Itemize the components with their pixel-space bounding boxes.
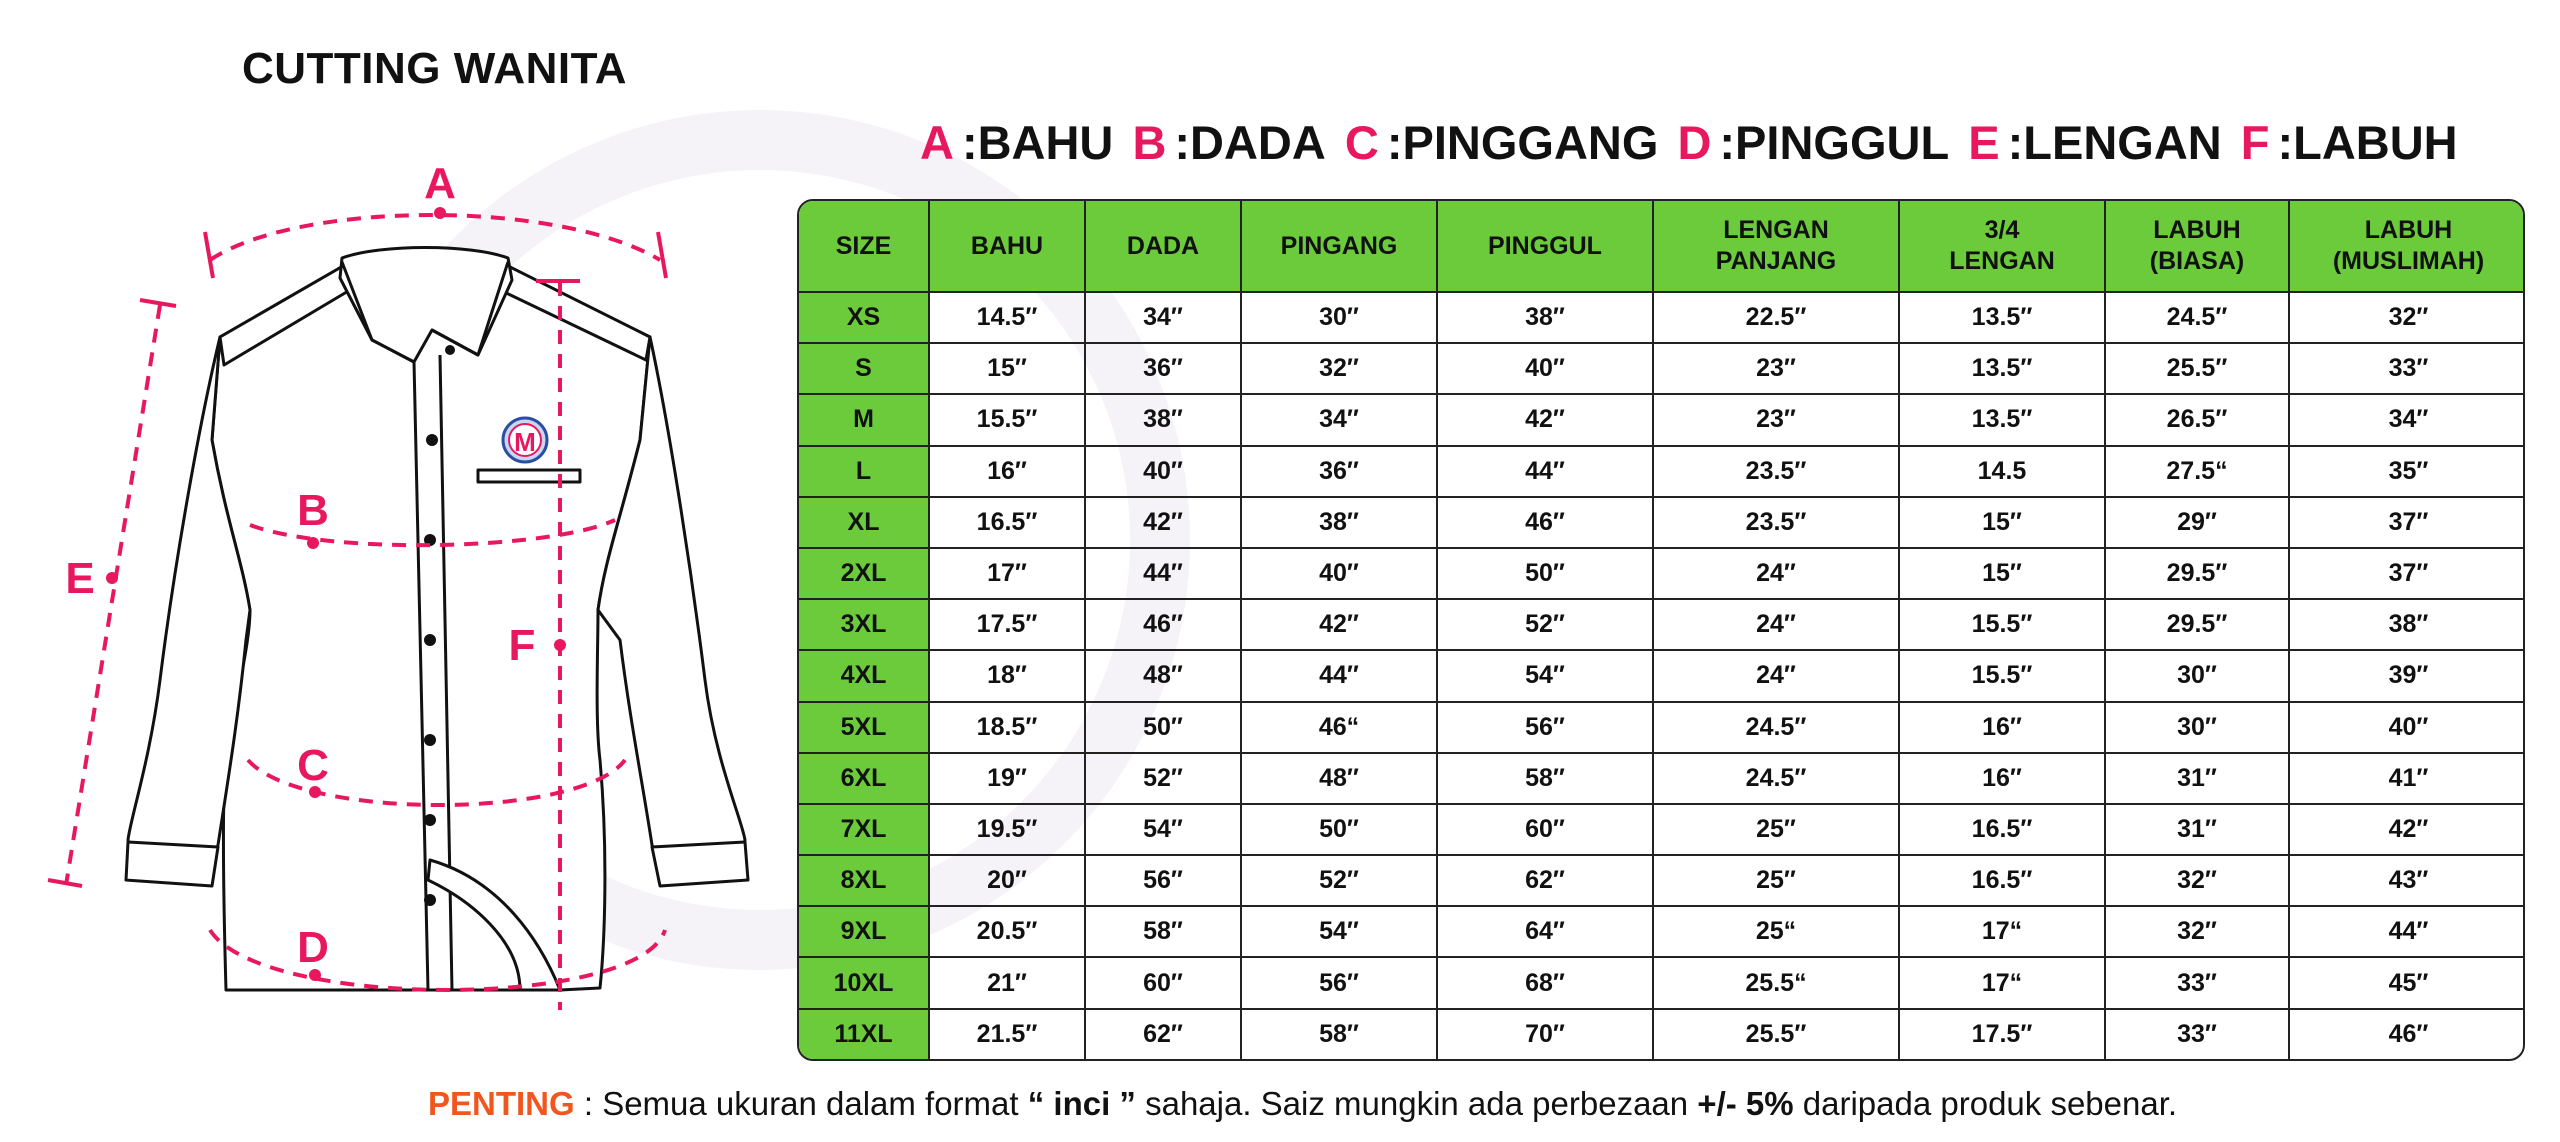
measurement-cell: 43″ (2289, 855, 2525, 906)
column-header: LENGAN PANJANG (1653, 201, 1899, 292)
table-header-row (799, 201, 2525, 292)
measurement-cell: 17.5″ (1899, 1009, 2105, 1059)
legend-label-b: :DADA (1174, 116, 1326, 169)
measurement-cell: 58″ (1085, 906, 1241, 957)
table-row (799, 753, 2525, 804)
size-cell: 6XL (799, 753, 929, 804)
measurement-cell: 48″ (1085, 650, 1241, 701)
measurement-cell: 15″ (929, 343, 1085, 394)
measurement-cell: 54″ (1085, 804, 1241, 855)
measurement-cell: 25″ (1653, 855, 1899, 906)
table-row (799, 957, 2525, 1008)
measurement-cell: 46″ (1437, 497, 1653, 548)
measurement-cell: 60″ (1085, 957, 1241, 1008)
measurement-cell: 42″ (1241, 599, 1437, 650)
measurement-cell: 32″ (1241, 343, 1437, 394)
measurement-cell: 16″ (1899, 702, 2105, 753)
measurement-cell: 68″ (1437, 957, 1653, 1008)
measurement-cell: 25.5″ (1653, 1009, 1899, 1059)
measurement-cell: 24.5″ (1653, 702, 1899, 753)
measurement-cell: 33″ (2289, 343, 2525, 394)
size-cell: M (799, 394, 929, 445)
measurement-cell: 46″ (1085, 599, 1241, 650)
logo-letter: M (514, 427, 536, 457)
measurement-cell: 24.5″ (2105, 292, 2289, 343)
table-row (799, 599, 2525, 650)
measurement-cell: 16.5″ (929, 497, 1085, 548)
measurement-cell: 30″ (2105, 702, 2289, 753)
measurement-cell: 25.5″ (2105, 343, 2289, 394)
measurement-cell: 54″ (1437, 650, 1653, 701)
measurement-cell: 44″ (1241, 650, 1437, 701)
diagram-label-a: A (424, 159, 456, 208)
legend-label-f: :LABUH (2277, 116, 2458, 169)
size-cell: 11XL (799, 1009, 929, 1059)
measurement-cell: 23.5″ (1653, 497, 1899, 548)
measurement-cell: 17“ (1899, 957, 2105, 1008)
measurement-cell: 52″ (1085, 753, 1241, 804)
column-header: PINGANG (1241, 201, 1437, 292)
measurement-cell: 35″ (2289, 446, 2525, 497)
diagram-label-b: B (297, 486, 329, 535)
measurement-cell: 44″ (1085, 548, 1241, 599)
legend-label-d: :PINGGUL (1719, 116, 1950, 169)
measurement-cell: 48″ (1241, 753, 1437, 804)
measurement-legend (920, 115, 2464, 170)
measurement-cell: 18.5″ (929, 702, 1085, 753)
column-header: BAHU (929, 201, 1085, 292)
measurement-cell: 40″ (1241, 548, 1437, 599)
pocket-bar (478, 470, 580, 482)
measurement-cell: 42″ (1085, 497, 1241, 548)
measurement-cell: 52″ (1437, 599, 1653, 650)
measurement-cell: 58″ (1241, 1009, 1437, 1059)
size-cell: XS (799, 292, 929, 343)
diagram-label-c: C (297, 741, 329, 790)
measurement-cell: 52″ (1241, 855, 1437, 906)
left-cuff (126, 842, 218, 886)
table-row (799, 394, 2525, 445)
size-cell: 3XL (799, 599, 929, 650)
size-cell: 2XL (799, 548, 929, 599)
legend-key-a: A (920, 116, 954, 169)
brand-logo (503, 418, 547, 462)
measurement-cell: 70″ (1437, 1009, 1653, 1059)
note-tolerance: +/- 5% (1697, 1085, 1794, 1122)
disclaimer-note (428, 1085, 2177, 1123)
page-title: CUTTING WANITA (242, 44, 628, 93)
table-row (799, 702, 2525, 753)
column-header: LABUH (BIASA) (2105, 201, 2289, 292)
measurement-cell: 32″ (2289, 292, 2525, 343)
measurement-cell: 50″ (1085, 702, 1241, 753)
measurement-cell: 26.5″ (2105, 394, 2289, 445)
table-row (799, 548, 2525, 599)
measurement-cell: 17″ (929, 548, 1085, 599)
measurement-cell: 36″ (1085, 343, 1241, 394)
measurement-cell: 32″ (2105, 906, 2289, 957)
size-cell: 10XL (799, 957, 929, 1008)
size-cell: 9XL (799, 906, 929, 957)
table-row (799, 804, 2525, 855)
legend-key-c: C (1344, 116, 1379, 169)
measurement-cell: 50″ (1437, 548, 1653, 599)
measurement-cell: 33″ (2105, 957, 2289, 1008)
measurement-cell: 14.5″ (929, 292, 1085, 343)
legend-label-e: :LENGAN (2007, 116, 2222, 169)
diagram-label-e: E (65, 554, 95, 603)
measurement-cell: 56″ (1437, 702, 1653, 753)
measurement-cell: 21.5″ (929, 1009, 1085, 1059)
measurement-cell: 38″ (2289, 599, 2525, 650)
measurement-cell: 44″ (1437, 446, 1653, 497)
measurement-cell: 33″ (2105, 1009, 2289, 1059)
measurement-cell: 29.5″ (2105, 548, 2289, 599)
table-row (799, 1009, 2525, 1059)
measurement-cell: 19″ (929, 753, 1085, 804)
measurement-cell: 25“ (1653, 906, 1899, 957)
measurement-cell: 24.5″ (1653, 753, 1899, 804)
measurement-cell: 42″ (2289, 804, 2525, 855)
measurement-cell: 34″ (2289, 394, 2525, 445)
size-cell: 8XL (799, 855, 929, 906)
measurement-cell: 18″ (929, 650, 1085, 701)
right-cuff (652, 842, 748, 886)
size-chart-table (799, 201, 2525, 1059)
measurement-cell: 30″ (2105, 650, 2289, 701)
measurement-cell: 19.5″ (929, 804, 1085, 855)
size-cell: 5XL (799, 702, 929, 753)
measurement-cell: 23″ (1653, 394, 1899, 445)
measurement-cell: 39″ (2289, 650, 2525, 701)
measurement-cell: 16.5″ (1899, 804, 2105, 855)
measurement-cell: 22.5″ (1653, 292, 1899, 343)
measurement-cell: 17.5″ (929, 599, 1085, 650)
measurement-cell: 25″ (1653, 804, 1899, 855)
measurement-cell: 15″ (1899, 497, 2105, 548)
measurement-cell: 25.5“ (1653, 957, 1899, 1008)
measurement-cell: 50″ (1241, 804, 1437, 855)
legend-key-d: D (1677, 116, 1712, 169)
measurement-cell: 24″ (1653, 548, 1899, 599)
measurement-cell: 37″ (2289, 548, 2525, 599)
measurement-cell: 56″ (1085, 855, 1241, 906)
measurement-cell: 38″ (1241, 497, 1437, 548)
table-row (799, 906, 2525, 957)
measurement-cell: 36″ (1241, 446, 1437, 497)
measurement-cell: 15.5″ (929, 394, 1085, 445)
size-cell: L (799, 446, 929, 497)
measurement-cell: 13.5″ (1899, 292, 2105, 343)
column-header: 3/4 LENGAN (1899, 201, 2105, 292)
measurement-cell: 24″ (1653, 650, 1899, 701)
measurement-cell: 62″ (1085, 1009, 1241, 1059)
measurement-cell: 42″ (1437, 394, 1653, 445)
measurement-cell: 15″ (1899, 548, 2105, 599)
measurement-cell: 14.5 (1899, 446, 2105, 497)
diagram-label-d: D (297, 923, 329, 972)
measurement-cell: 44″ (2289, 906, 2525, 957)
measurement-cell: 34″ (1085, 292, 1241, 343)
size-cell: 7XL (799, 804, 929, 855)
column-header: DADA (1085, 201, 1241, 292)
table-row (799, 650, 2525, 701)
measurement-cell: 24″ (1653, 599, 1899, 650)
legend-label-a: :BAHU (961, 116, 1114, 169)
measurement-cell: 58″ (1437, 753, 1653, 804)
measurement-cell: 23″ (1653, 343, 1899, 394)
measurement-cell: 16″ (1899, 753, 2105, 804)
measurement-cell: 40″ (2289, 702, 2525, 753)
measurement-cell: 64″ (1437, 906, 1653, 957)
measurement-cell: 62″ (1437, 855, 1653, 906)
legend-key-e: E (1968, 116, 2000, 169)
measurement-cell: 15.5″ (1899, 599, 2105, 650)
column-header: SIZE (799, 201, 929, 292)
column-header: LABUH (MUSLIMAH) (2289, 201, 2525, 292)
measurement-cell: 37″ (2289, 497, 2525, 548)
size-cell: XL (799, 497, 929, 548)
measurement-cell: 31″ (2105, 753, 2289, 804)
measurement-cell: 32″ (2105, 855, 2289, 906)
table-row (799, 497, 2525, 548)
measurement-cell: 30″ (1241, 292, 1437, 343)
measurement-cell: 16″ (929, 446, 1085, 497)
measurement-cell: 16.5″ (1899, 855, 2105, 906)
column-header: PINGGUL (1437, 201, 1653, 292)
measurement-cell: 20″ (929, 855, 1085, 906)
legend-key-b: B (1132, 116, 1167, 169)
measurement-cell: 15.5″ (1899, 650, 2105, 701)
measurement-cell: 13.5″ (1899, 394, 2105, 445)
measurement-cell: 40″ (1085, 446, 1241, 497)
measurement-cell: 56″ (1241, 957, 1437, 1008)
measurement-cell: 45″ (2289, 957, 2525, 1008)
legend-label-c: :PINGGANG (1386, 116, 1659, 169)
table-row (799, 446, 2525, 497)
measurement-cell: 29.5″ (2105, 599, 2289, 650)
measurement-cell: 31″ (2105, 804, 2289, 855)
table-row (799, 292, 2525, 343)
table-row (799, 855, 2525, 906)
measurement-cell: 38″ (1085, 394, 1241, 445)
size-cell: S (799, 343, 929, 394)
measurement-cell: 29″ (2105, 497, 2289, 548)
measurement-cell: 21″ (929, 957, 1085, 1008)
note-text-1: : Semua ukuran dalam format (574, 1085, 1028, 1122)
measurement-cell: 17“ (1899, 906, 2105, 957)
size-chart-table-wrapper (797, 199, 2525, 1061)
measurement-cell: 38″ (1437, 292, 1653, 343)
diagram-label-f: F (508, 621, 536, 670)
size-cell: 4XL (799, 650, 929, 701)
measurement-cell: 46“ (1241, 702, 1437, 753)
legend-key-f: F (2240, 116, 2270, 169)
measurement-cell: 46″ (2289, 1009, 2525, 1059)
measurement-cell: 54″ (1241, 906, 1437, 957)
measurement-cell: 27.5“ (2105, 446, 2289, 497)
measurement-cell: 20.5″ (929, 906, 1085, 957)
note-inci: “ inci ” (1027, 1085, 1136, 1122)
measurement-cell: 23.5″ (1653, 446, 1899, 497)
measurement-cell: 34″ (1241, 394, 1437, 445)
measurement-cell: 13.5″ (1899, 343, 2105, 394)
note-prefix: PENTING (428, 1085, 575, 1122)
measurement-cell: 60″ (1437, 804, 1653, 855)
measurement-cell: 41″ (2289, 753, 2525, 804)
shirt-diagram (40, 150, 780, 1030)
table-row (799, 343, 2525, 394)
note-text-3: daripada produk sebenar. (1793, 1085, 2178, 1122)
measurement-cell: 40″ (1437, 343, 1653, 394)
note-text-2: sahaja. Saiz mungkin ada perbezaan (1135, 1085, 1698, 1122)
